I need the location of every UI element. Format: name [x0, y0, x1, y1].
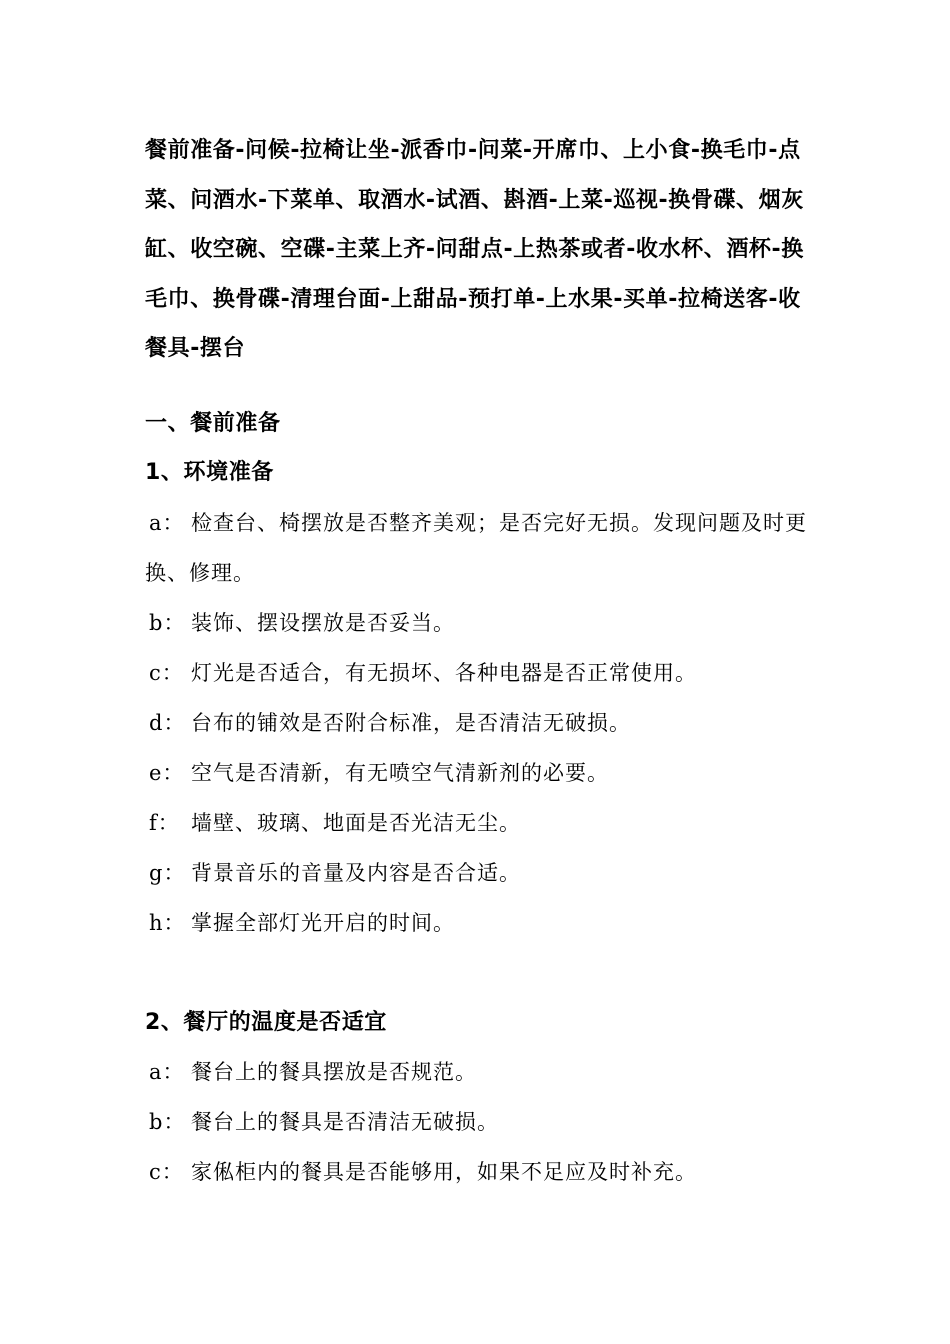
list-item — [145, 598, 810, 648]
item-text: 掌握全部灯光开启的时间。 — [191, 910, 455, 935]
subsection-heading-environment: 1、环境准备 — [145, 460, 274, 485]
item-label: b： — [149, 610, 186, 635]
item-text: 墙壁、玻璃、地面是否光洁无尘。 — [191, 810, 521, 835]
list-item — [145, 1097, 810, 1147]
subsection-heading-temperature: 2、餐厅的温度是否适宜 — [145, 1009, 387, 1035]
list-item — [145, 748, 810, 798]
list-item — [145, 648, 810, 698]
item-text: 空气是否清新，有无喷空气清新剂的必要。 — [191, 760, 609, 785]
item-text: 台布的铺效是否附合标准，是否清洁无破损。 — [191, 710, 631, 735]
item-label: c： — [149, 1160, 184, 1184]
item-label: a： — [149, 510, 185, 535]
item-text: 背景音乐的音量及内容是否合适。 — [191, 860, 521, 885]
item-label: d： — [149, 710, 186, 735]
item-text: 检查台、椅摆放是否整齐美观；是否完好无损。发现问题及时更换、修理。 — [145, 510, 807, 585]
list-item — [145, 498, 810, 598]
list-item — [145, 698, 810, 748]
item-label: a： — [149, 1060, 185, 1084]
item-label: h： — [149, 910, 186, 935]
item-text: 灯光是否适合，有无损坏、各种电器是否正常使用。 — [191, 660, 697, 685]
item-label: f： — [149, 810, 180, 835]
item-label: g： — [149, 860, 186, 885]
section-heading-pre-meal: 一、餐前准备 — [145, 410, 281, 436]
item-text: 家俬柜内的餐具是否能够用，如果不足应及时补充。 — [191, 1160, 697, 1184]
list-item — [145, 898, 810, 948]
list-item — [145, 1047, 810, 1097]
item-text: 餐台上的餐具是否清洁无破损。 — [191, 1110, 499, 1134]
list-item — [145, 798, 810, 848]
service-flow-paragraph: 餐前准备-问候-拉椅让坐-派香巾-问菜-开席巾、上小食-换毛巾-点菜、问酒水-下菜单、取酒水-试酒、斟酒-上菜-巡视-换骨碟、烟灰缸、收空碗、空碟-主菜上齐-问甜点-上热茶或者-收水杯、酒杯-换毛巾、换骨碟-清理台面-上甜品-预打单-上水果-买单-拉椅送客-收餐具-摆台 — [145, 138, 804, 361]
list-item — [145, 1147, 810, 1197]
item-label: e： — [149, 760, 185, 785]
list-item — [145, 848, 810, 898]
item-label: b： — [149, 1110, 186, 1134]
item-text: 装饰、摆设摆放是否妥当。 — [191, 610, 455, 635]
item-text: 餐台上的餐具摆放是否规范。 — [191, 1060, 477, 1084]
item-label: c： — [149, 660, 184, 685]
